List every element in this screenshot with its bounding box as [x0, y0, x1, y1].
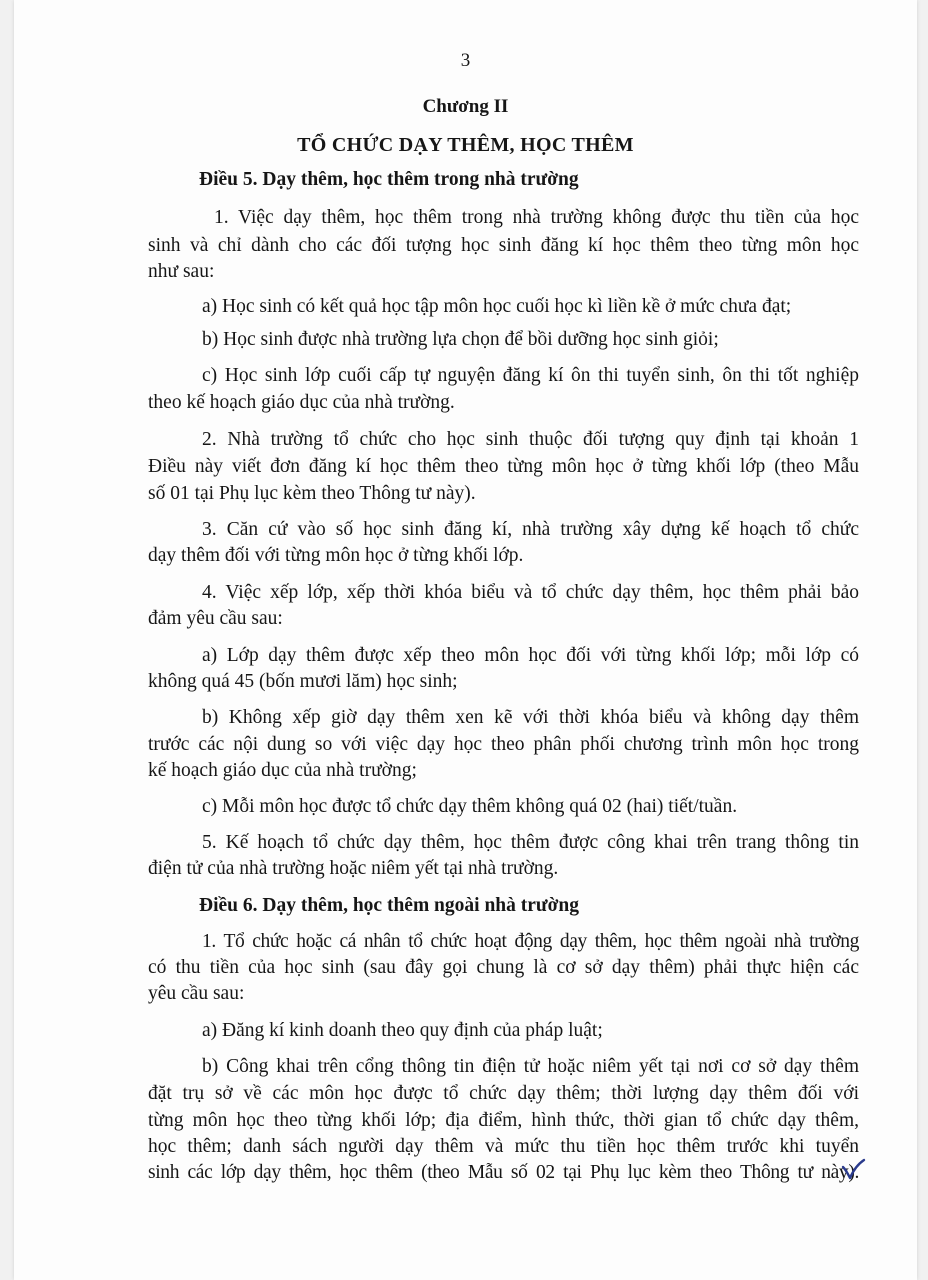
text-line: yêu cầu sau:	[148, 983, 245, 1004]
page-number: 3	[460, 50, 471, 71]
text-line: c) Mỗi môn học được tổ chức dạy thêm không quá 02 (hai) tiết/tuần.	[202, 796, 738, 817]
text-line: điện tử của nhà trường hoặc niêm yết tại nhà trường.	[148, 858, 559, 879]
text-line: từng môn học theo từng khối lớp; địa điểm, hình thức, thời gian tổ chức dạy thêm,	[148, 1110, 859, 1131]
text-line: đảm yêu cầu sau:	[148, 608, 283, 629]
chapter-title: TỔ CHỨC DẠY THÊM, HỌC THÊM	[297, 134, 634, 156]
article-5-heading: Điều 5. Dạy thêm, học thêm trong nhà trường	[199, 169, 579, 190]
text-line: b) Công khai trên cổng thông tin điện tử hoặc niêm yết tại nơi cơ sở dạy thêm	[202, 1056, 859, 1077]
text-line: 1. Việc dạy thêm, học thêm trong nhà trường không được thu tiền của học	[214, 207, 859, 228]
text-line: không quá 45 (bốn mươi lăm) học sinh;	[148, 671, 458, 692]
text-line: b) Không xếp giờ dạy thêm xen kẽ với thời khóa biểu và không dạy thêm	[202, 707, 859, 728]
text-line: đặt trụ sở về các môn học được tổ chức dạy thêm; thời lượng dạy thêm đối với	[148, 1083, 859, 1104]
text-line: theo kế hoạch giáo dục của nhà trường.	[148, 392, 455, 413]
text-line: có thu tiền của học sinh (sau đây gọi chung là cơ sở dạy thêm) phải thực hiện các	[148, 957, 859, 978]
article-6-heading: Điều 6. Dạy thêm, học thêm ngoài nhà trường	[199, 895, 580, 916]
text-line: 4. Việc xếp lớp, xếp thời khóa biểu và tổ chức dạy thêm, học thêm phải bảo	[202, 582, 859, 603]
text-line: 1. Tổ chức hoặc cá nhân tổ chức hoạt động dạy thêm, học thêm ngoài nhà trường	[202, 931, 859, 952]
text-line: học thêm; danh sách người dạy thêm và mức thu tiền học thêm trước khi tuyển	[148, 1136, 859, 1157]
text-line: như sau:	[148, 261, 215, 282]
text-line: sinh các lớp dạy thêm, học thêm (theo Mẫu số 02 tại Phụ lục kèm theo Thông tư này).	[148, 1162, 859, 1183]
text-line: trước các nội dung so với việc dạy học theo phân phối chương trình môn học trong	[148, 734, 859, 755]
text-line: b) Học sinh được nhà trường lựa chọn để bồi dưỡng học sinh giỏi;	[202, 329, 719, 350]
document-page	[14, 0, 917, 1280]
text-line: a) Đăng kí kinh doanh theo quy định của pháp luật;	[202, 1020, 603, 1041]
text-line: 2. Nhà trường tổ chức cho học sinh thuộc đối tượng quy định tại khoản 1	[202, 429, 859, 450]
text-line: a) Học sinh có kết quả học tập môn học cuối học kì liền kề ở mức chưa đạt;	[202, 296, 792, 317]
text-line: số 01 tại Phụ lục kèm theo Thông tư này).	[148, 483, 476, 504]
text-line: Điều này viết đơn đăng kí học thêm theo từng môn học ở từng khối lớp (theo Mẫu	[148, 456, 859, 477]
handwritten-check-mark	[840, 1156, 866, 1182]
text-line: kế hoạch giáo dục của nhà trường;	[148, 760, 417, 781]
text-line: sinh và chỉ dành cho các đối tượng học sinh đăng kí học thêm theo từng môn học	[148, 235, 859, 256]
text-line: a) Lớp dạy thêm được xếp theo môn học đối với từng khối lớp; mỗi lớp có	[202, 645, 859, 666]
text-line: 5. Kế hoạch tổ chức dạy thêm, học thêm được công khai trên trang thông tin	[202, 832, 859, 853]
text-line: dạy thêm đối với từng môn học ở từng khối lớp.	[148, 545, 524, 566]
text-line: 3. Căn cứ vào số học sinh đăng kí, nhà trường xây dựng kế hoạch tổ chức	[202, 519, 859, 540]
chapter-label: Chương II	[422, 96, 509, 117]
text-line: c) Học sinh lớp cuối cấp tự nguyện đăng kí ôn thi tuyển sinh, ôn thi tốt nghiệp	[202, 365, 859, 386]
